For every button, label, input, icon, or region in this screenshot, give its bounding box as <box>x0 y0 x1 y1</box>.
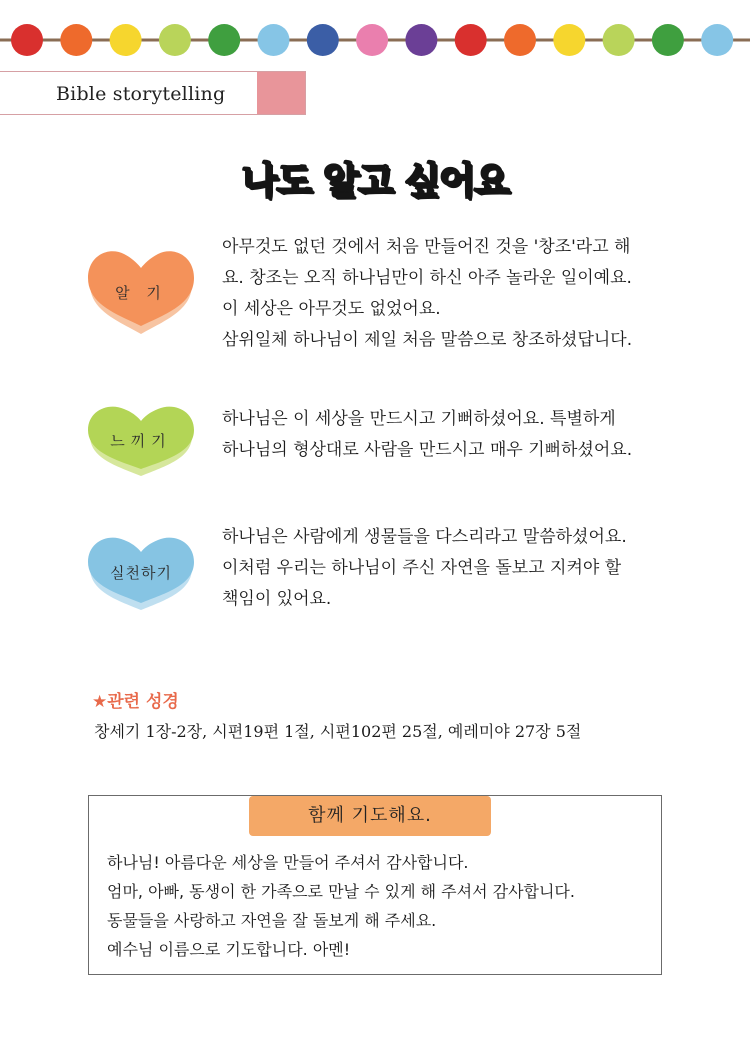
prayer-line: 엄마, 아빠, 동생이 한 가족으로 만날 수 있게 해 주셔서 감사합니다. <box>107 882 575 901</box>
text-line: 하나님은 사람에게 생물들을 다스리라고 말씀하셨어요. <box>222 527 627 547</box>
text-line: 요. 창조는 오직 하나님만이 하신 아주 놀라운 일이예요. <box>222 268 632 288</box>
garland-bead <box>553 24 585 56</box>
prayer-text <box>107 848 575 964</box>
garland-bead <box>11 24 43 56</box>
bead-garland <box>0 0 750 80</box>
text-line: 책임이 있어요. <box>222 589 332 609</box>
garland-bead <box>159 24 191 56</box>
tab-label: Bible storytelling <box>56 83 226 105</box>
garland-bead <box>307 24 339 56</box>
related-scripture-heading: ★관련 성경 <box>92 692 179 712</box>
section-text <box>222 404 692 466</box>
section-text <box>222 522 692 615</box>
heart-badge-practice <box>86 528 196 612</box>
text-line: 이처럼 우리는 하나님이 주신 자연을 돌보고 지켜야 할 <box>222 558 622 578</box>
prayer-line: 하나님! 아름다운 세상을 만들어 주셔서 감사합니다. <box>107 853 469 872</box>
garland-bead <box>405 24 437 56</box>
garland-bead <box>60 24 92 56</box>
heart-label: 실천하기 <box>110 564 172 582</box>
garland-bead <box>455 24 487 56</box>
prayer-line: 동물들을 사랑하고 자연을 잘 돌보게 해 주세요. <box>107 911 437 930</box>
heart-badge-know <box>86 240 196 336</box>
garland-bead <box>208 24 240 56</box>
garland-bead <box>504 24 536 56</box>
text-line: 이 세상은 아무것도 없었어요. <box>222 299 441 319</box>
heart-label: 알 기 <box>115 284 167 302</box>
section-text <box>222 232 692 356</box>
garland-bead <box>356 24 388 56</box>
prayer-title: 함께 기도해요. <box>249 796 491 836</box>
text-line: 삼위일체 하나님이 제일 처음 말씀으로 창조하셨답니다. <box>222 330 633 350</box>
prayer-line: 예수님 이름으로 기도합니다. 아멘! <box>107 940 351 959</box>
heart-badge-feel <box>86 398 196 478</box>
page-title: 나도 알고 싶어요 <box>241 159 509 202</box>
header-tab <box>0 71 306 115</box>
garland-bead <box>652 24 684 56</box>
text-line: 하나님은 이 세상을 만드시고 기뻐하셨어요. 특별하게 <box>222 409 616 429</box>
text-line: 아무것도 없던 것에서 처음 만들어진 것을 '창조'라고 해 <box>222 237 631 257</box>
tab-color-swatch <box>257 72 305 114</box>
garland-bead <box>603 24 635 56</box>
garland-bead <box>701 24 733 56</box>
garland-bead <box>258 24 290 56</box>
text-line: 하나님의 형상대로 사람을 만드시고 매우 기뻐하셨어요. <box>222 440 633 460</box>
related-scripture-text: 창세기 1장-2장, 시편19편 1절, 시편102편 25절, 예레미야 27장 5절 <box>94 722 582 741</box>
prayer-box <box>88 795 662 975</box>
heart-label: 느끼기 <box>110 432 172 450</box>
garland-bead <box>110 24 142 56</box>
